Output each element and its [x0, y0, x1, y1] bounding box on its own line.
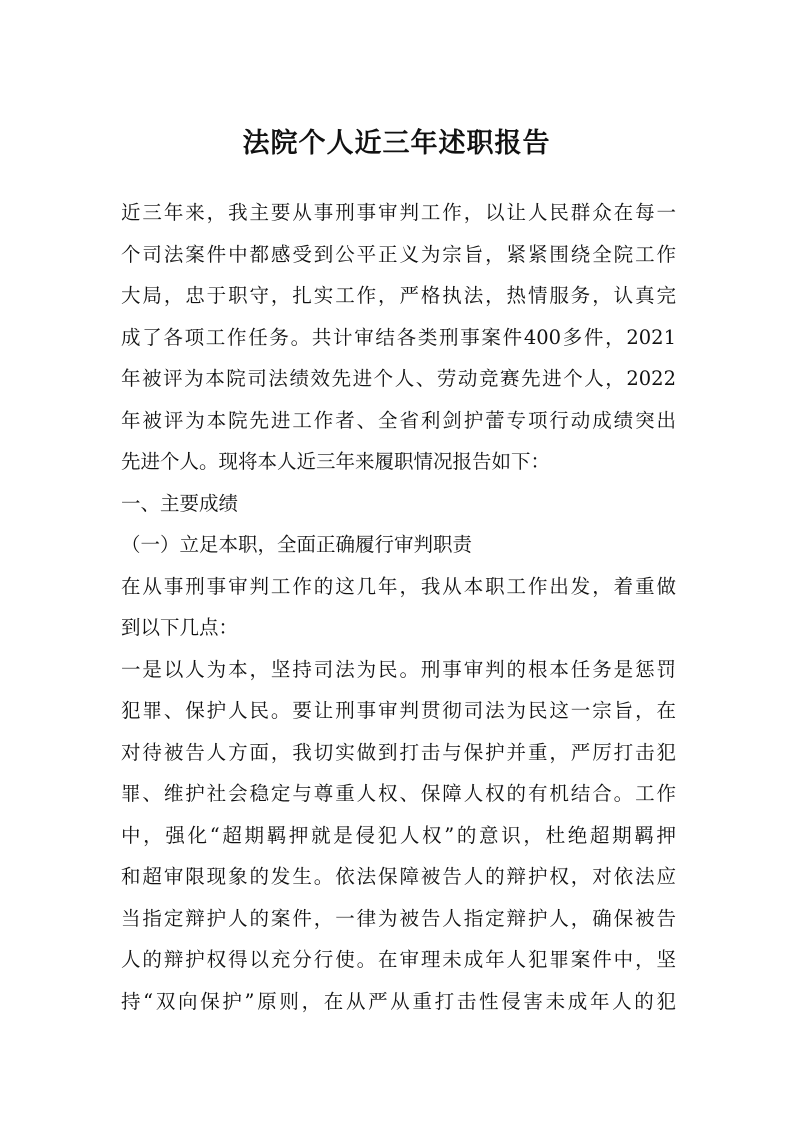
text-line: 和超审限现象的发生。依法保障被告人的辩护权，对依法应: [121, 865, 676, 888]
text-line: 年被评为本院先进工作者、全省利剑护蕾专项行动成绩突出: [121, 408, 676, 432]
text-line: 一是以人为本，坚持司法为民。刑事审判的根本任务是惩罚: [121, 657, 676, 681]
text-line: 罪、维护社会稳定与尊重人权、保障人权的有机结合。工作: [121, 782, 676, 805]
subsection-heading: （一）立足本职，全面正确履行审判职责: [121, 533, 473, 556]
text-line: 人的辩护权得以充分行使。在审理未成年人犯罪案件中，坚: [121, 948, 676, 971]
text-line: 中，强化“超期羁押就是侵犯人权”的意识，杜绝超期羁押: [121, 823, 676, 847]
text-line: 近三年来，我主要从事刑事审判工作，以让人民群众在每一: [121, 201, 676, 224]
text-line: 成了各项工作任务。共计审结各类刑事案件400多件，2021: [121, 325, 676, 349]
text-line: 犯罪、保护人民。要让刑事审判贯彻司法为民这一宗旨，在: [121, 699, 676, 722]
section-heading: 一、主要成绩: [121, 491, 239, 515]
text-line: 到以下几点：: [121, 616, 239, 639]
text-line: 个司法案件中都感受到公平正义为宗旨，紧紧围绕全院工作: [121, 242, 676, 266]
text-line: 大局，忠于职守，扎实工作，严格执法，热情服务，认真完: [121, 284, 676, 307]
text-line: 年被评为本院司法绩效先进个人、劳动竞赛先进个人，2022: [121, 367, 676, 390]
text-line: 在从事刑事审判工作的这几年，我从本职工作出发，着重做: [121, 574, 676, 598]
text-line: 持“双向保护”原则，在从严从重打击性侵害未成年人的犯: [121, 989, 676, 1013]
text-line: 当指定辩护人的案件，一律为被告人指定辩护人，确保被告: [121, 906, 676, 930]
document-title: 法院个人近三年述职报告: [242, 128, 551, 159]
text-line: 先进个人。现将本人近三年来履职情况报告如下：: [121, 450, 551, 473]
document-body: [121, 192, 676, 1022]
text-line: 对待被告人方面，我切实做到打击与保护并重，严厉打击犯: [121, 740, 676, 764]
